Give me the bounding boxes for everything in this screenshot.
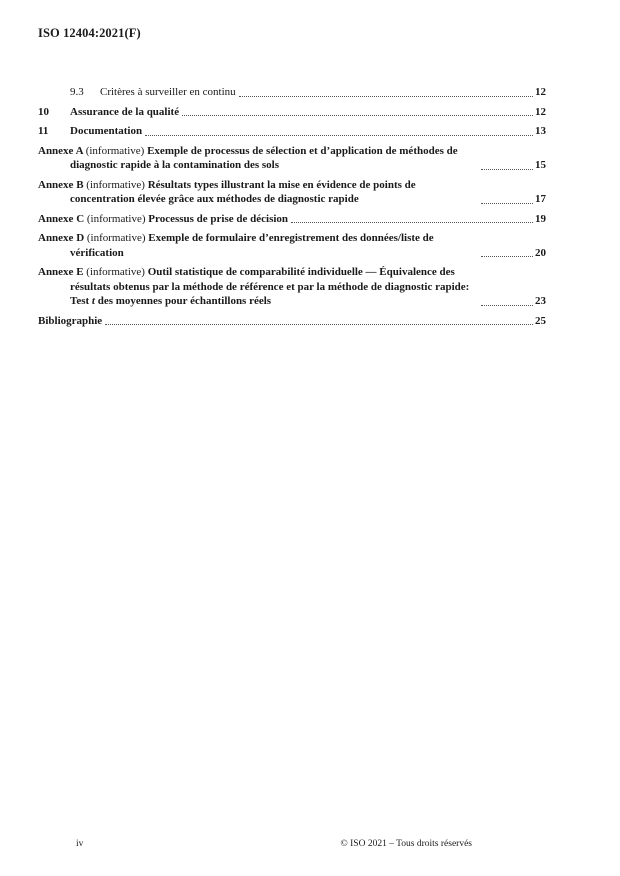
annex-id: Annexe D bbox=[38, 232, 85, 245]
toc-entry-text bbox=[38, 314, 102, 329]
document-id-header: ISO 12404:2021(F) bbox=[38, 26, 141, 40]
copyright-notice: © ISO 2021 – Tous droits réservés bbox=[340, 839, 472, 849]
dot-leader bbox=[105, 324, 533, 325]
toc-entry-annexe-d[interactable] bbox=[38, 231, 546, 260]
toc-entry-annexe-c[interactable] bbox=[38, 212, 546, 227]
table-of-contents bbox=[38, 85, 546, 328]
annex-title: Résultats types illustrant la mise en évidence de points de concentration élevée grâce aux méthodes de diagnostic rapide bbox=[70, 178, 416, 206]
dot-leader bbox=[239, 96, 533, 97]
toc-entry-text bbox=[38, 231, 478, 260]
clause-title: Documentation bbox=[70, 125, 143, 138]
toc-entry-9-3[interactable] bbox=[38, 85, 546, 100]
page-number: 12 bbox=[535, 86, 546, 98]
page-number: 25 bbox=[535, 314, 546, 327]
dot-leader bbox=[481, 305, 533, 306]
toc-entry-text bbox=[38, 85, 236, 100]
clause-title: Assurance de la qualité bbox=[70, 105, 180, 118]
annex-title: Exemple de processus de sélection et d’application de méthodes de diagnostic rapide à la contamination des sols bbox=[70, 144, 458, 172]
toc-entry-text bbox=[38, 178, 478, 207]
toc-entry-annexe-e[interactable] bbox=[38, 265, 546, 309]
folio-page-label: iv bbox=[76, 839, 84, 849]
clause-number: 9.3 bbox=[70, 86, 84, 98]
annex-status-tag: (informative) bbox=[86, 266, 145, 279]
annex-title-post: des moyennes pour échantillons réels bbox=[94, 295, 272, 308]
toc-entry-annexe-b[interactable] bbox=[38, 178, 546, 207]
annex-id: Annexe C bbox=[38, 212, 85, 225]
toc-entry-bibliographie[interactable] bbox=[38, 314, 546, 329]
toc-entry-annexe-a[interactable] bbox=[38, 144, 546, 173]
toc-entry-11[interactable] bbox=[38, 124, 546, 139]
dot-leader bbox=[481, 256, 533, 257]
page-footer bbox=[76, 839, 472, 849]
toc-entry-10[interactable] bbox=[38, 105, 546, 120]
page-number: 15 bbox=[535, 159, 546, 172]
page-number: 19 bbox=[535, 212, 546, 225]
dot-leader bbox=[481, 203, 533, 204]
dot-leader bbox=[291, 222, 533, 223]
annex-status-tag: (informative) bbox=[85, 144, 145, 157]
section-title: Bibliographie bbox=[38, 314, 103, 327]
annex-status-tag: (informative) bbox=[86, 232, 146, 245]
dot-leader bbox=[145, 135, 533, 136]
annex-title-italic: t bbox=[91, 295, 95, 308]
toc-entry-text bbox=[38, 105, 179, 120]
annex-id: Annexe E bbox=[38, 266, 84, 279]
dot-leader bbox=[182, 115, 533, 116]
annex-status-tag: (informative) bbox=[86, 212, 146, 225]
clause-number: 10 bbox=[38, 105, 49, 118]
annex-title-pre: Outil statistique de comparabilité individuelle — Équivalence des résultats obtenus par la méthode de référence et par la méthode de diagnostic rapide: Test bbox=[70, 266, 470, 308]
page-number: 12 bbox=[535, 105, 546, 118]
page-number: 20 bbox=[535, 246, 546, 259]
toc-entry-text bbox=[38, 144, 478, 173]
toc-entry-text bbox=[38, 124, 142, 139]
clause-number: 11 bbox=[38, 125, 49, 138]
dot-leader bbox=[481, 169, 533, 170]
toc-entry-text bbox=[38, 265, 478, 309]
page-number: 13 bbox=[535, 125, 546, 138]
clause-title: Critères à surveiller en continu bbox=[100, 86, 236, 98]
toc-entry-text bbox=[38, 212, 288, 227]
document-page bbox=[38, 0, 546, 876]
page-number: 23 bbox=[535, 295, 546, 308]
annex-id: Annexe A bbox=[38, 144, 83, 157]
annex-status-tag: (informative) bbox=[86, 178, 145, 191]
page-number: 17 bbox=[535, 193, 546, 206]
annex-title: Exemple de formulaire d’enregistrement des données/liste de vérification bbox=[70, 232, 434, 259]
annex-title: Processus de prise de décision bbox=[148, 212, 289, 225]
annex-id: Annexe B bbox=[38, 178, 84, 191]
